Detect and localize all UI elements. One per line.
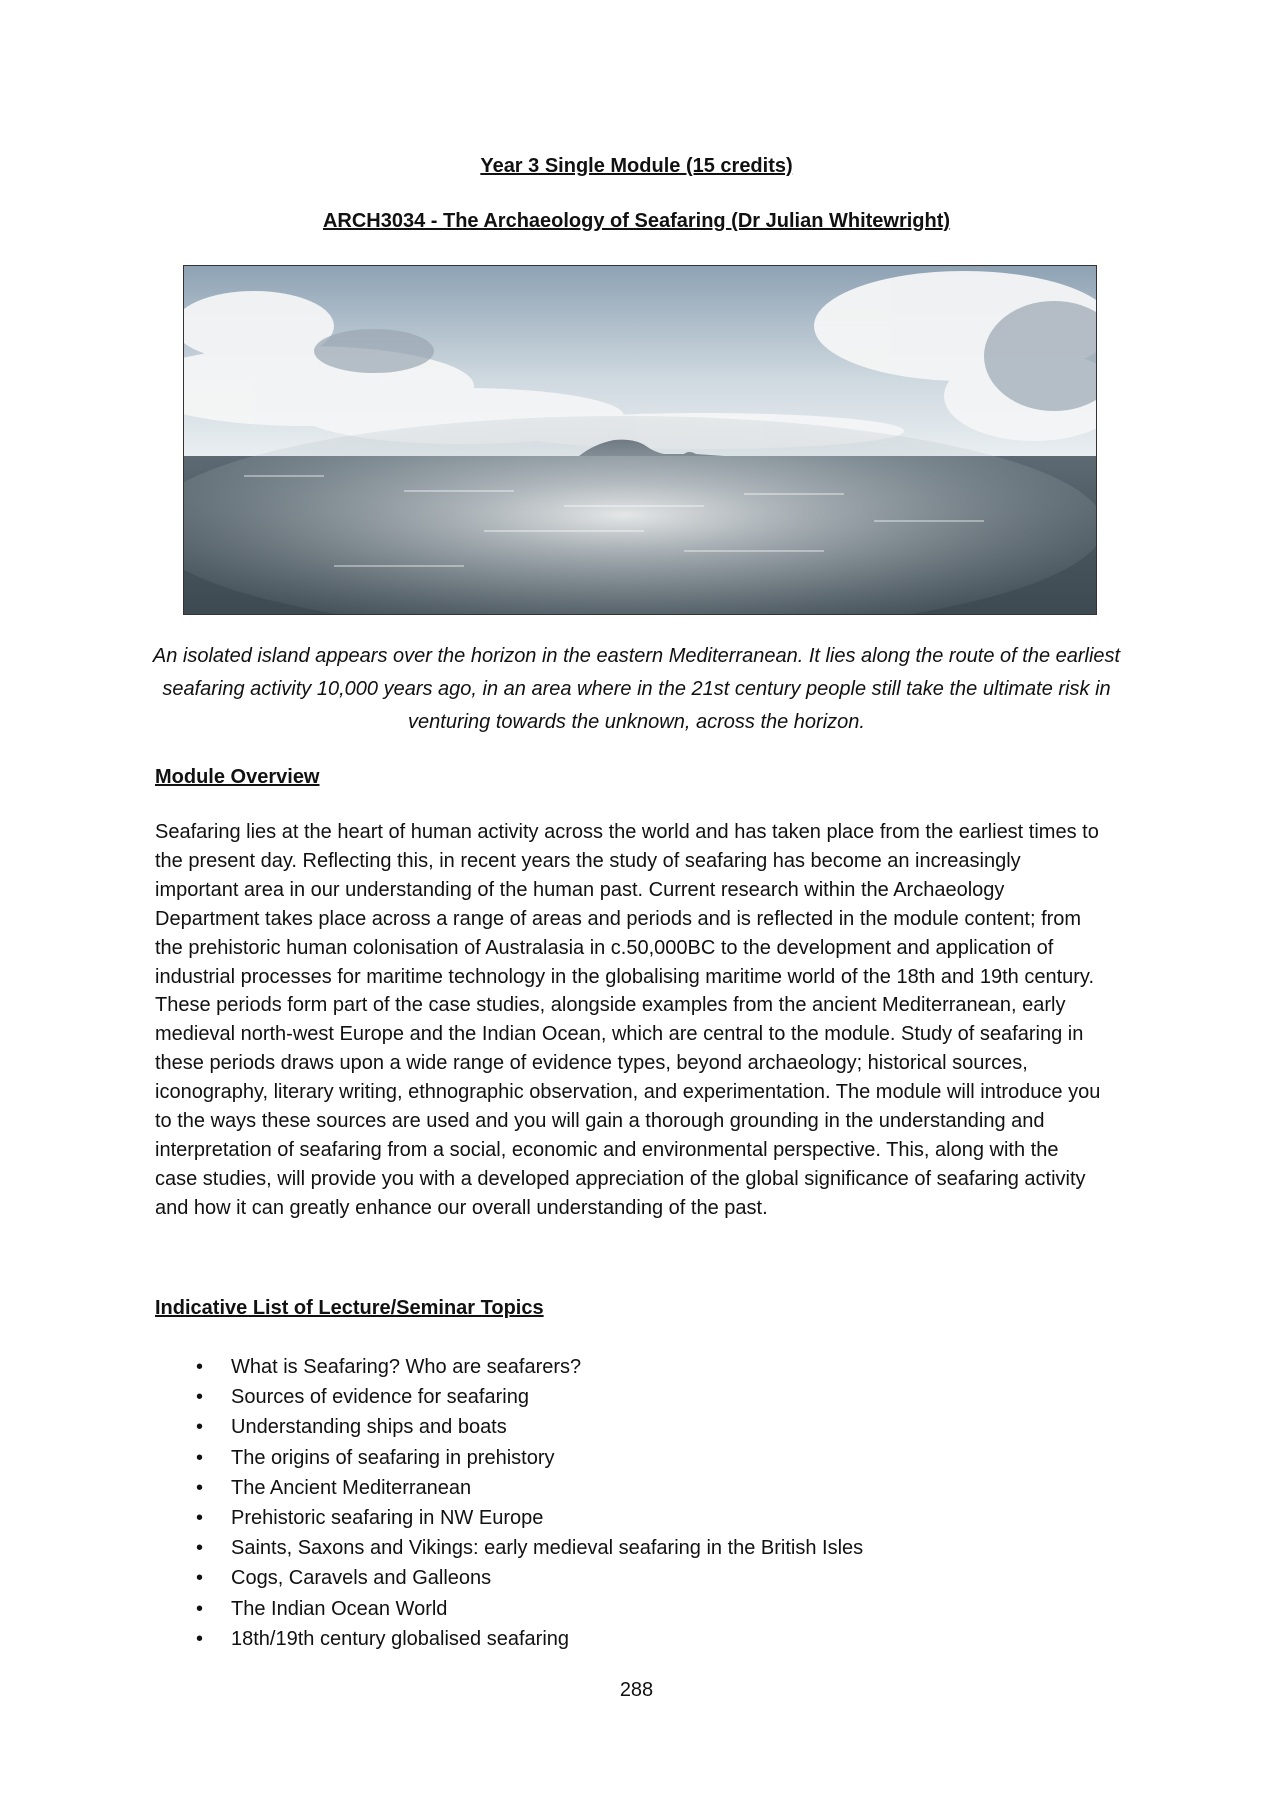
list-item: • The Indian Ocean World	[155, 1594, 863, 1624]
topics-list	[155, 1352, 863, 1654]
topics-heading: Indicative List of Lecture/Seminar Topics	[155, 1297, 544, 1319]
seascape-photo	[183, 265, 1097, 615]
module-overview-text: Seafaring lies at the heart of human activity across the world and has taken place from the earliest times to the present day. Reflecting this, in recent years the study of seafaring has become an increasingly important area in our understanding of the human past. Current research within the Archaeology Department takes place across a range of areas and periods and is reflected in the module content; from the prehistoric human colonisation of Australasia in c.50,000BC to the development and application of industrial processes for maritime technology in the globalising maritime world of the 18th and 19th century. These periods form part of the case studies, alongside examples from the ancient Mediterranean, early medieval north-west Europe and the Indian Ocean, which are central to the module. Study of seafaring in these periods draws upon a wide range of evidence types, beyond archaeology; historical sources, iconography, literary writing, ethnographic observation, and experimentation. The module will introduce you to the ways these sources are used and you will gain a thorough grounding in the understanding and interpretation of seafaring from a social, economic and environmental perspective. This, along with the case studies, will provide you with a developed appreciation of the global significance of seafaring activity and how it can greatly enhance our overall understanding of the past.	[155, 821, 1101, 1219]
list-item: • Saints, Saxons and Vikings: early medieval seafaring in the British Isles	[155, 1533, 863, 1563]
list-item: • What is Seafaring? Who are seafarers?	[155, 1352, 863, 1382]
photo-caption: An isolated island appears over the horizon in the eastern Mediterranean. It lies along the route of the earliest seafaring activity 10,000 years ago, in an area where in the 21st century people still take the ultimate risk in venturing towards the unknown, across the horizon.	[152, 645, 1121, 733]
list-item: • Prehistoric seafaring in NW Europe	[155, 1503, 863, 1533]
list-item: • The origins of seafaring in prehistory	[155, 1443, 863, 1473]
list-item: • Sources of evidence for seafaring	[155, 1382, 863, 1412]
list-item: • The Ancient Mediterranean	[155, 1473, 863, 1503]
list-item: • Understanding ships and boats	[155, 1412, 863, 1442]
list-item: • Cogs, Caravels and Galleons	[155, 1563, 863, 1593]
module-overview-heading: Module Overview	[155, 766, 320, 788]
module-title: Year 3 Single Module (15 credits)	[480, 155, 793, 177]
page-number: 288	[619, 1679, 654, 1701]
course-title: ARCH3034 - The Archaeology of Seafaring (Dr Julian Whitewright)	[322, 210, 951, 232]
list-item: • 18th/19th century globalised seafaring	[155, 1624, 863, 1654]
